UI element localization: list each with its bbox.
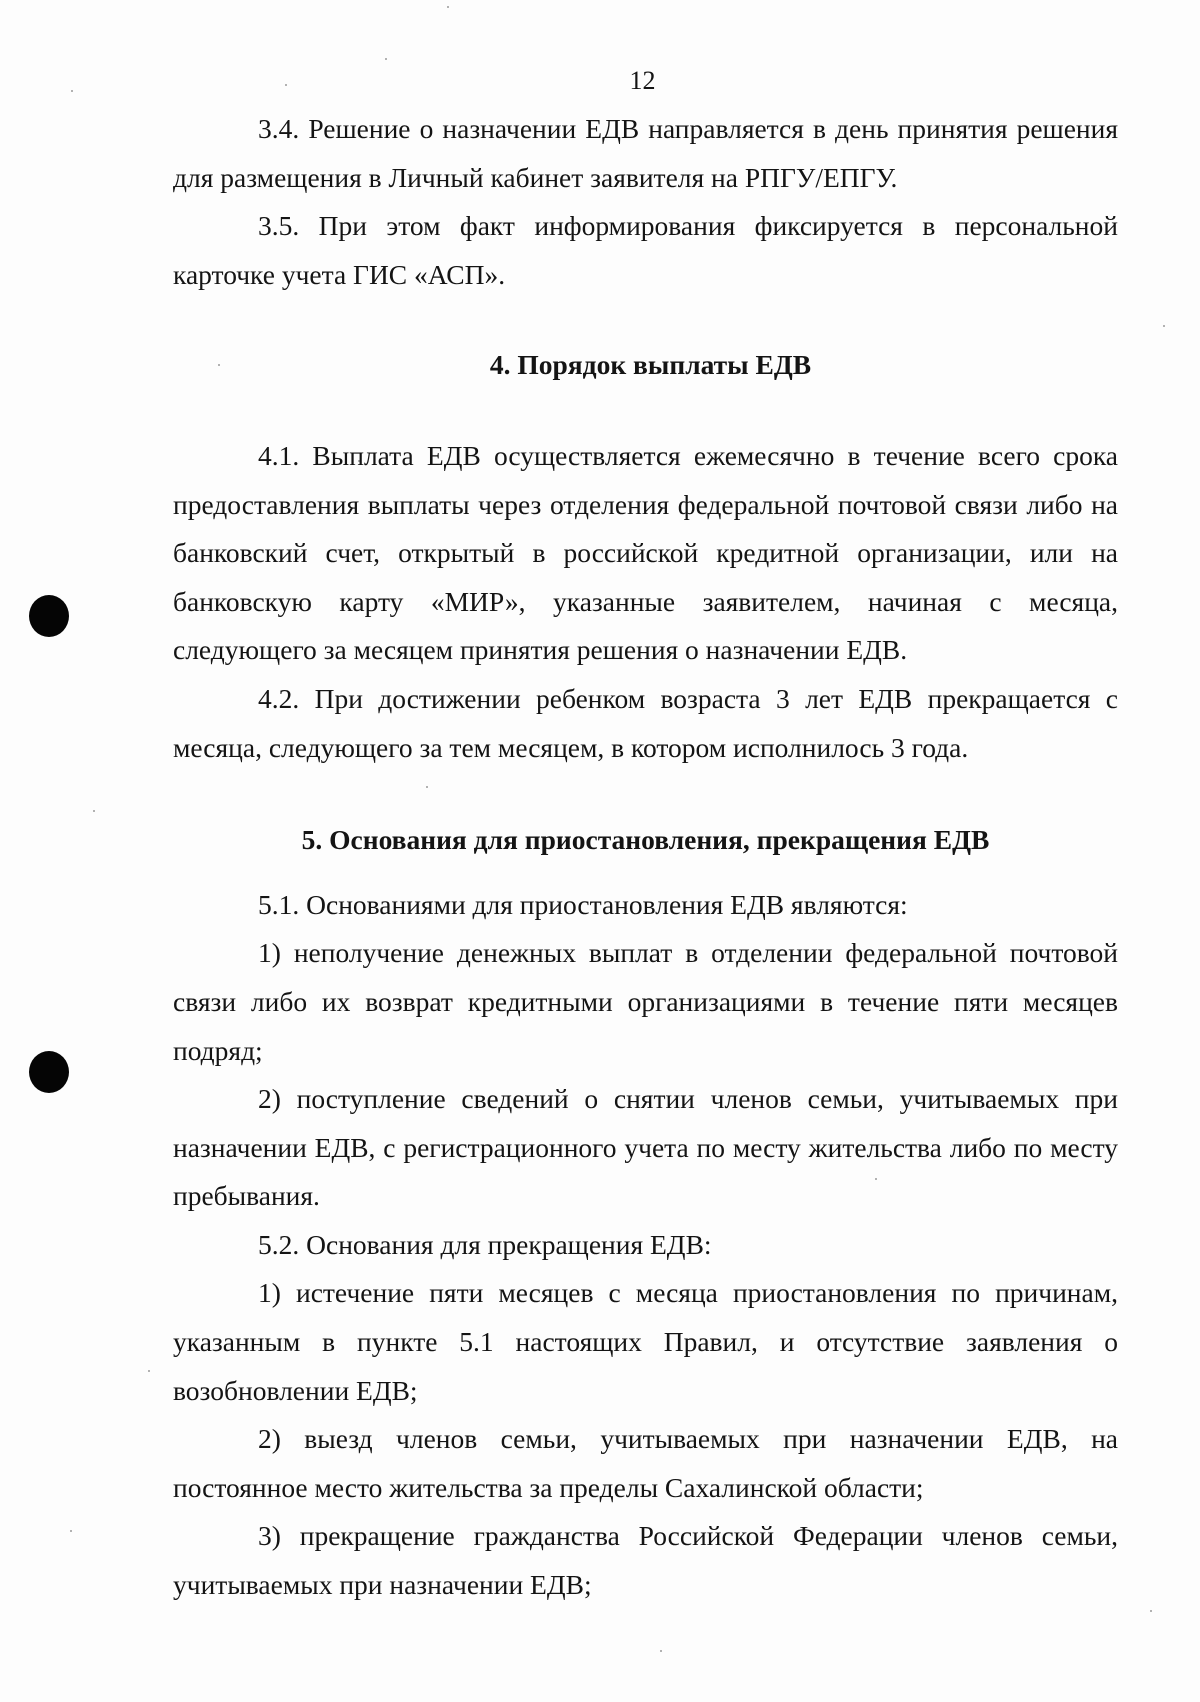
scan-speck	[1163, 325, 1165, 327]
scan-speck	[447, 6, 449, 8]
paragraph-5-2-item-2: 2) выезд членов семьи, учитываемых при назначении ЕДВ, на постоянное место жительства за пределы Сахалинской области;	[173, 1423, 1118, 1503]
heading-section-4: 4. Порядок выплаты ЕДВ	[489, 349, 812, 381]
scan-speck	[148, 1370, 150, 1372]
heading-section-5: 5. Основания для приостановления, прекращения ЕДВ	[301, 824, 990, 856]
spacer	[173, 299, 1118, 341]
scan-speck	[1150, 1610, 1152, 1612]
paragraph-4-1: 4.1. Выплата ЕДВ осуществляется ежемесячно в течение всего срока предоставления выплаты через отделения федеральной почтовой связи либо на банковский счет, открытый в российской кредитной организации, или на банковскую карту «МИР», указанные заявителем, начиная с месяца, следующего за месяцем принятия решения о назначении ЕДВ.	[173, 439, 1118, 666]
punch-hole-bottom	[29, 1051, 69, 1093]
scan-speck	[660, 1650, 662, 1652]
paragraph-5-2-item-3: 3) прекращение гражданства Российской Федерации членов семьи, учитываемых при назначении ЕДВ;	[173, 1520, 1118, 1601]
scan-speck	[385, 58, 387, 60]
paragraph-3-4: 3.4. Решение о назначении ЕДВ направляется в день принятия решения для размещения в Личный кабинет заявителя на РПГУ/ЕПГУ.	[173, 113, 1118, 193]
paragraph-5-1-item-2: 2) поступление сведений о снятии членов семьи, учитываемых при назначении ЕДВ, с регистрационного учета по месту жительства либо по месту пребывания.	[173, 1083, 1118, 1212]
document-body	[173, 105, 1118, 1610]
punch-hole-top	[29, 595, 69, 637]
paragraph-4-2: 4.2. При достижении ребенком возраста 3 лет ЕДВ прекращается с месяца, следующего за тем месяцем, в котором исполнилось 3 года.	[173, 682, 1118, 763]
paragraph-5-1-item-1: 1) неполучение денежных выплат в отделении федеральной почтовой связи либо их возврат кредитными организациями в течение пяти месяцев подряд;	[173, 937, 1118, 1066]
spacer	[173, 865, 1118, 881]
spacer	[173, 772, 1118, 816]
scan-speck	[70, 1530, 72, 1532]
scan-speck	[285, 84, 287, 86]
scan-speck	[71, 90, 73, 92]
paragraph-5-2: 5.2. Основания для прекращения ЕДВ:	[258, 1228, 712, 1260]
spacer	[173, 390, 1118, 432]
paragraph-5-2-item-1: 1) истечение пяти месяцев с месяца приостановления по причинам, указанным в пункте 5.1 настоящих Правил, и отсутствие заявления о возобновлении ЕДВ;	[173, 1277, 1118, 1406]
paragraph-5-1: 5.1. Основаниями для приостановления ЕДВ являются:	[258, 888, 908, 920]
paragraph-3-5: 3.5. При этом факт информирования фиксируется в персональной карточке учета ГИС «АСП».	[173, 210, 1118, 290]
page-number: 12	[629, 66, 656, 95]
scan-speck	[93, 810, 95, 812]
